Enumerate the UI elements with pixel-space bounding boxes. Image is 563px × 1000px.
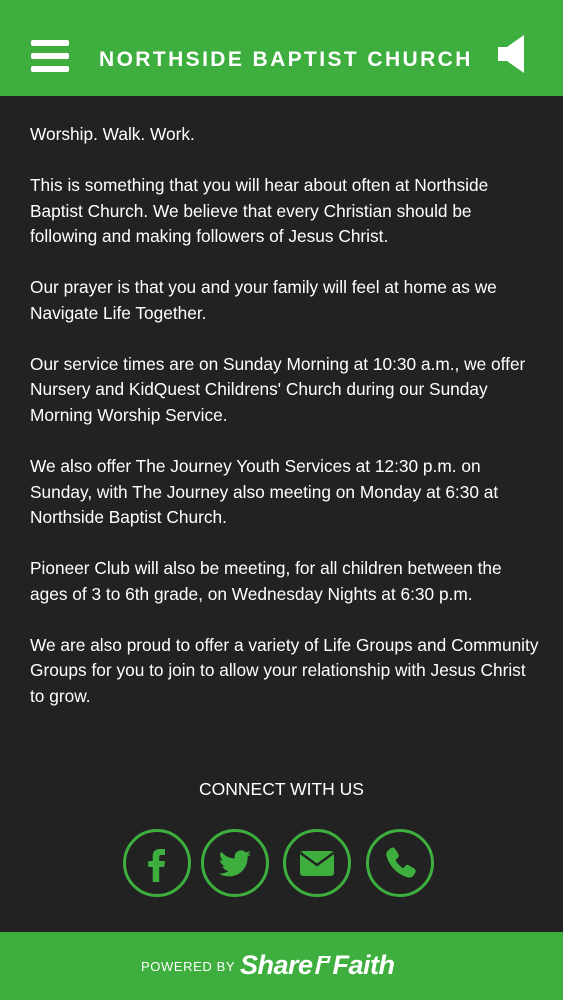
intro-paragraph: Worship. Walk. Work. bbox=[30, 124, 195, 144]
twitter-icon bbox=[204, 832, 266, 894]
facebook-icon bbox=[126, 832, 188, 894]
intro-paragraph: Pioneer Club will also be meeting, for all children between the ages of 3 to 6th grade, on Wednesday Nights at 6:30 p.m. bbox=[30, 558, 502, 604]
brand-faith: Faith bbox=[332, 950, 395, 980]
phone-button[interactable] bbox=[366, 829, 434, 897]
menu-bar bbox=[31, 53, 69, 59]
connect-heading: CONNECT WITH US bbox=[199, 779, 364, 799]
page-title: NORTHSIDE BAPTIST CHURCH bbox=[99, 48, 473, 71]
sharefaith-logo[interactable] bbox=[240, 949, 395, 981]
menu-bar bbox=[31, 66, 69, 72]
church-intro-text bbox=[30, 122, 540, 735]
phone-icon bbox=[369, 832, 431, 894]
intro-paragraph: This is something that you will hear about often at Northside Baptist Church. We believe that every Christian should be following and making followers of Jesus Christ. bbox=[30, 174, 489, 247]
intro-paragraph: We also offer The Journey Youth Services at 12:30 p.m. on Sunday, with The Journey also meeting on Monday at 6:30 at Northside Baptist Church. bbox=[30, 455, 499, 528]
intro-paragraph: Our prayer is that you and your family will feel at home as we Navigate Life Together. bbox=[30, 277, 497, 323]
intro-paragraph: Our service times are on Sunday Morning at 10:30 a.m., we offer Nursery and KidQuest Childrens' Church during our Sunday Morning Worship Service. bbox=[30, 353, 526, 425]
hamburger-menu-icon[interactable] bbox=[31, 40, 69, 74]
intro-paragraph: We are also proud to offer a variety of Life Groups and Community Groups for you to join to allow your relationship with Jesus Christ to grow. bbox=[30, 634, 539, 706]
email-icon bbox=[286, 832, 348, 894]
brand-share: Share bbox=[240, 950, 313, 980]
app-header bbox=[0, 0, 563, 96]
menu-bar bbox=[31, 40, 69, 46]
app-footer bbox=[0, 932, 563, 1000]
email-button[interactable] bbox=[283, 829, 351, 897]
powered-by-label: POWERED BY bbox=[141, 959, 236, 974]
twitter-button[interactable] bbox=[201, 829, 269, 897]
flag-icon bbox=[314, 954, 332, 976]
facebook-button[interactable] bbox=[123, 829, 191, 897]
speaker-icon[interactable] bbox=[498, 34, 526, 74]
